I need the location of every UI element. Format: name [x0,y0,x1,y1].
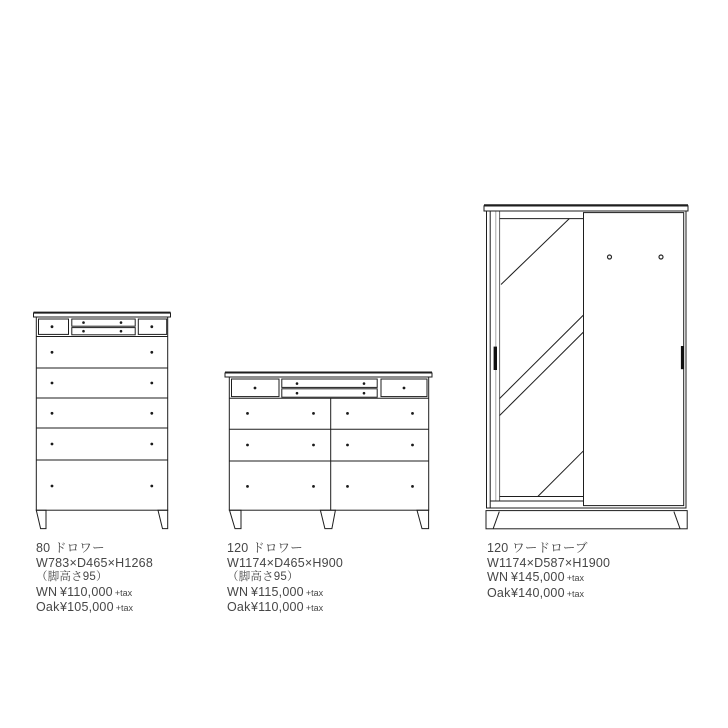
product-name: 80 ドロワー [36,541,105,555]
price-tax-suffix: +tax [305,603,324,614]
price-material: Oak [487,585,511,600]
product-price-oak [36,600,221,616]
left-door-handle [494,347,497,370]
price-material: WN [36,584,58,599]
product-size: W1174×D587×H1900 [487,555,611,570]
price-amount: ¥110,000 [60,584,113,599]
right-door-knob [608,255,612,259]
mirror-reflection-lines [500,219,584,497]
price-tax-suffix: +tax [305,587,324,598]
product-name: 120 ドロワー [227,541,303,555]
price-tax-suffix: +tax [114,587,133,598]
right-door-knob [659,255,663,259]
price-amount: ¥110,000 [251,600,304,615]
product-leg-height-note: （脚高さ95） [36,571,108,584]
product-leg-height-note: （脚高さ95） [227,571,299,584]
price-amount: ¥140,000 [511,585,565,600]
price-amount: ¥115,000 [251,584,304,599]
right-door-handle [681,346,684,369]
chest-top-small-drawers [232,379,428,397]
product-price-wn [36,585,221,601]
product-price-wn [487,570,672,586]
wardrobe-top-board [484,205,688,211]
120-wardrobe-illustration [477,198,695,534]
chest-legs [36,510,167,528]
chest-body [36,317,167,510]
product-price-oak [227,600,412,616]
chest-top-small-drawers [39,319,167,335]
chest-top-board [34,313,171,317]
wardrobe-left-door-mirror [490,212,583,502]
product-caption-80-drawer [36,541,221,616]
80-drawer-illustration [30,306,176,534]
product-price-oak [487,586,672,602]
price-tax-suffix: +tax [115,603,134,614]
price-tax-suffix: +tax [566,573,585,584]
product-name: 120 ワードローブ [487,541,588,555]
price-material: WN [227,584,249,599]
chest-legs [230,510,429,528]
120-drawer-illustration [219,366,437,534]
price-material: Oak [227,600,251,615]
chest-top-board [225,373,432,378]
product-price-wn [227,585,412,601]
price-amount: ¥145,000 [511,570,565,585]
wardrobe-right-door [584,213,684,506]
product-caption-120-wardrobe [487,541,672,601]
product-size: W783×D465×H1268 [36,555,153,570]
product-size: W1174×D465×H900 [227,555,344,570]
product-caption-120-drawer [227,541,412,616]
price-amount: ¥105,000 [60,600,114,615]
price-material: WN [487,570,509,585]
price-tax-suffix: +tax [566,588,585,599]
drawer-knobs [51,321,154,487]
wardrobe-base-plinth [486,511,687,529]
price-material: Oak [36,600,60,615]
